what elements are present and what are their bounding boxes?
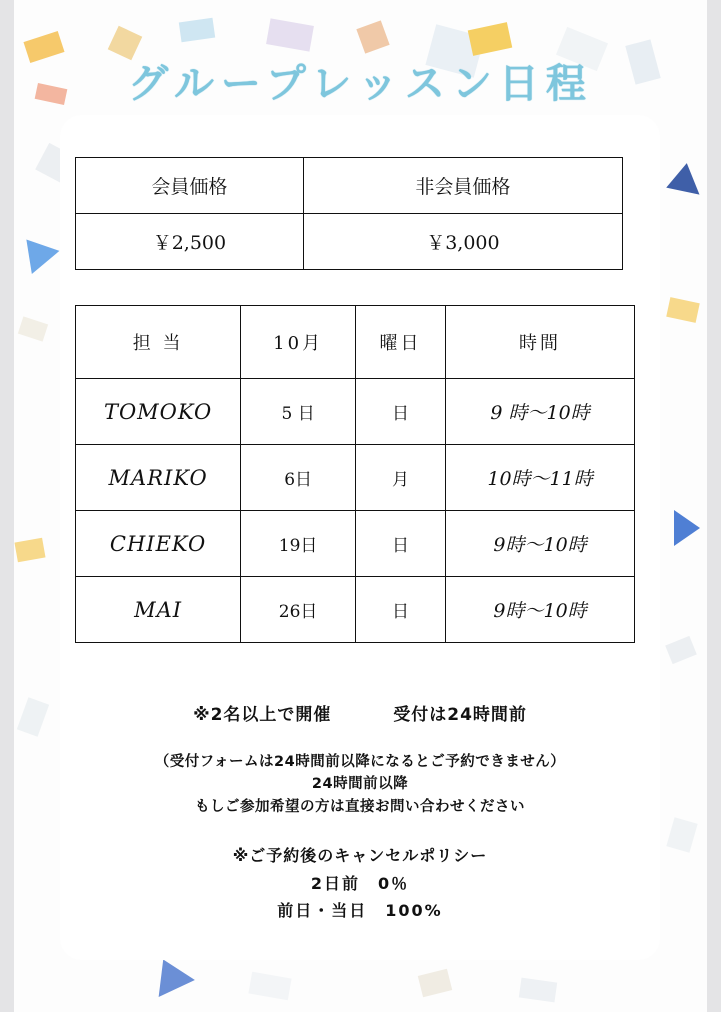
table-row (76, 445, 635, 511)
left-edge-bar (0, 0, 14, 1012)
confetti-shape (418, 969, 452, 998)
cell-instructor: TOMOKO (76, 379, 241, 445)
note-primary-row (60, 700, 660, 725)
table-row (76, 511, 635, 577)
price-value-member: ￥2,500 (76, 214, 304, 270)
table-row (76, 577, 635, 643)
confetti-shape (666, 817, 697, 852)
confetti-shape (248, 972, 291, 1001)
cell-instructor: MAI (76, 577, 241, 643)
schedule-table (75, 305, 635, 643)
column-header-weekday: 曜日 (356, 306, 446, 379)
cell-time: 10時〜11時 (446, 445, 635, 511)
note-minimum-participants: ※2名以上で開催 (193, 705, 332, 725)
cell-day: 26日 (241, 577, 356, 643)
price-header-member: 会員価格 (76, 158, 304, 214)
cancel-policy-block (60, 842, 660, 924)
cell-time: 9 時〜10時 (446, 379, 635, 445)
cancel-policy-two-days: 2日前 0％ (310, 873, 410, 893)
column-header-time: 時間 (446, 306, 635, 379)
table-header-row (76, 306, 635, 379)
confetti-shape (666, 163, 710, 207)
note-reception-deadline: 受付は24時間前 (393, 705, 527, 725)
cell-weekday: 月 (356, 445, 446, 511)
confetti-shape (674, 510, 700, 546)
confetti-shape (179, 18, 215, 43)
column-header-instructor: 担 当 (76, 306, 241, 379)
cell-time: 9時〜10時 (446, 577, 635, 643)
cell-day: 6日 (241, 445, 356, 511)
confetti-shape (666, 297, 700, 323)
notes-section (60, 700, 660, 924)
note-form-disclaimer: （受付フォームは24時間前以降になるとご予約できません） (154, 754, 566, 770)
table-row (76, 379, 635, 445)
table-row (76, 214, 623, 270)
cell-weekday: 日 (356, 577, 446, 643)
cell-instructor: CHIEKO (76, 511, 241, 577)
right-edge-bar (707, 0, 721, 1012)
cell-day: 19日 (241, 511, 356, 577)
confetti-shape (266, 18, 314, 51)
cell-weekday: 日 (356, 511, 446, 577)
confetti-shape (18, 316, 48, 341)
confetti-shape (14, 538, 45, 563)
confetti-shape (468, 22, 513, 56)
confetti-shape (13, 228, 60, 274)
price-value-nonmember: ￥3,000 (303, 214, 622, 270)
cancel-policy-title: ※ご予約後のキャンセルポリシー (232, 846, 488, 866)
note-contact-directly: もしご参加希望の方は直接お問い合わせください (195, 798, 525, 815)
confetti-shape (665, 636, 697, 664)
cell-instructor: MARIKO (76, 445, 241, 511)
table-row (76, 158, 623, 214)
cancel-policy-same-day: 前日・当日 100% (277, 900, 443, 920)
column-header-month: 10月 (241, 306, 356, 379)
cell-weekday: 日 (356, 379, 446, 445)
price-header-nonmember: 非会員価格 (303, 158, 622, 214)
confetti-shape (17, 697, 49, 736)
confetti-shape (519, 978, 557, 1003)
confetti-shape (356, 20, 389, 53)
price-table (75, 157, 623, 270)
cell-time: 9時〜10時 (446, 511, 635, 577)
cell-day: 5 日 (241, 379, 356, 445)
page-title: グループレッスン日程 (128, 61, 593, 107)
note-after-deadline: 24時間前以降 (311, 776, 409, 793)
